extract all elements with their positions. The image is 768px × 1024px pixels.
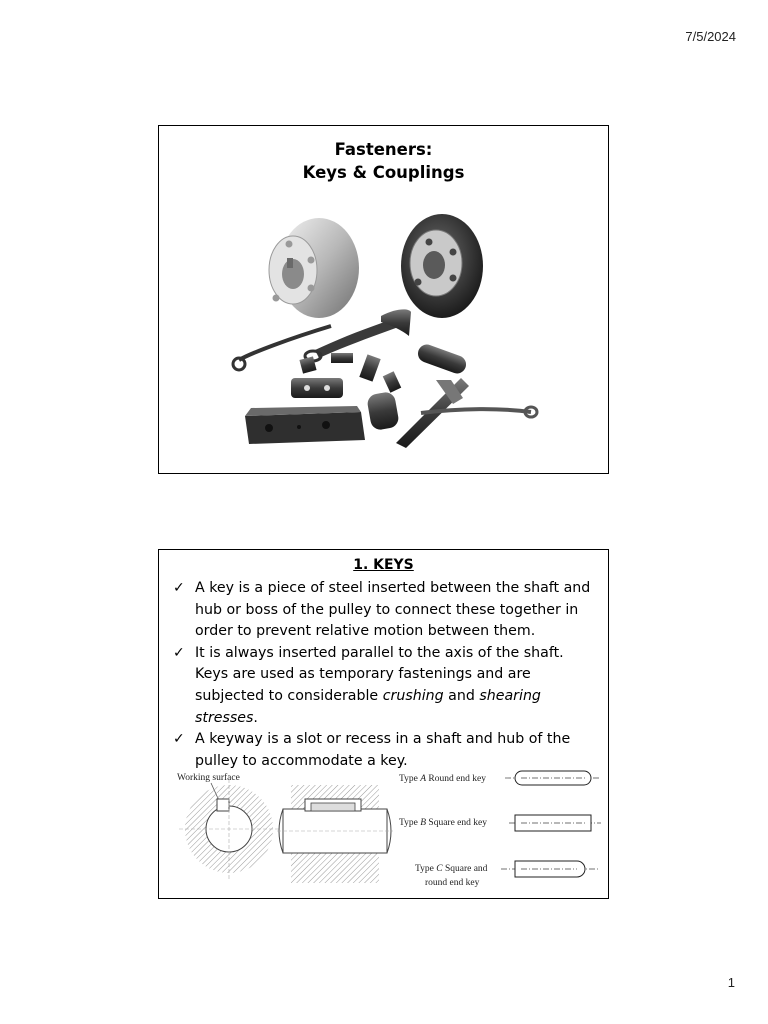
keys-couplings-photo	[231, 208, 541, 458]
type-b-key-drawing	[509, 815, 601, 831]
slide-title-line1: Fasteners:	[334, 140, 433, 159]
page-number: 1	[727, 975, 735, 990]
bullet-item	[173, 643, 598, 729]
type-a-key-drawing	[505, 771, 599, 785]
section-heading: 1. KEYS	[353, 557, 414, 573]
slide-fasteners-title	[158, 125, 609, 474]
feather-key	[245, 406, 365, 444]
key-types-diagram	[173, 763, 603, 893]
italic-term: shearing stresses	[195, 687, 541, 726]
slide-title	[159, 138, 608, 184]
type-b-label: Type B Square end key	[399, 818, 487, 828]
type-c-key-drawing	[501, 861, 599, 877]
italic-term: crushing	[382, 687, 444, 704]
bullet-text: A key is a piece of steel inserted between the shaft and hub or boss of the pulley to connect these together in order to prevent relative motion between them.	[195, 580, 591, 640]
tyre-coupling	[401, 214, 483, 318]
bullet-text: A keyway is a slot or recess in a shaft and hub of the pulley to accommodate a key.	[195, 731, 571, 769]
slide-keys	[158, 549, 609, 899]
bullet-text: It is always inserted parallel to the axis of the shaft. Keys are used as temporary fastenings and are subjected to considerable crushing and shearing stresses.	[195, 644, 564, 726]
type-c-label-line2: round end key	[425, 878, 480, 888]
working-surface-label: Working surface	[177, 773, 240, 783]
checkmark-icon: ✓	[173, 731, 185, 748]
type-a-label: Type A Round end key	[399, 774, 486, 784]
bullet-item	[173, 578, 598, 643]
type-c-label: Type C Square and	[415, 864, 488, 874]
flange-coupling	[269, 218, 359, 318]
slide-title-line2: Keys & Couplings	[302, 163, 465, 182]
shaft-longitudinal-section	[277, 785, 393, 883]
checkmark-icon: ✓	[173, 580, 185, 596]
checkmark-icon: ✓	[173, 644, 185, 661]
shaft-hub-section	[179, 779, 279, 879]
page-date: 7/5/2024	[685, 29, 736, 44]
bullet-list	[173, 578, 598, 772]
